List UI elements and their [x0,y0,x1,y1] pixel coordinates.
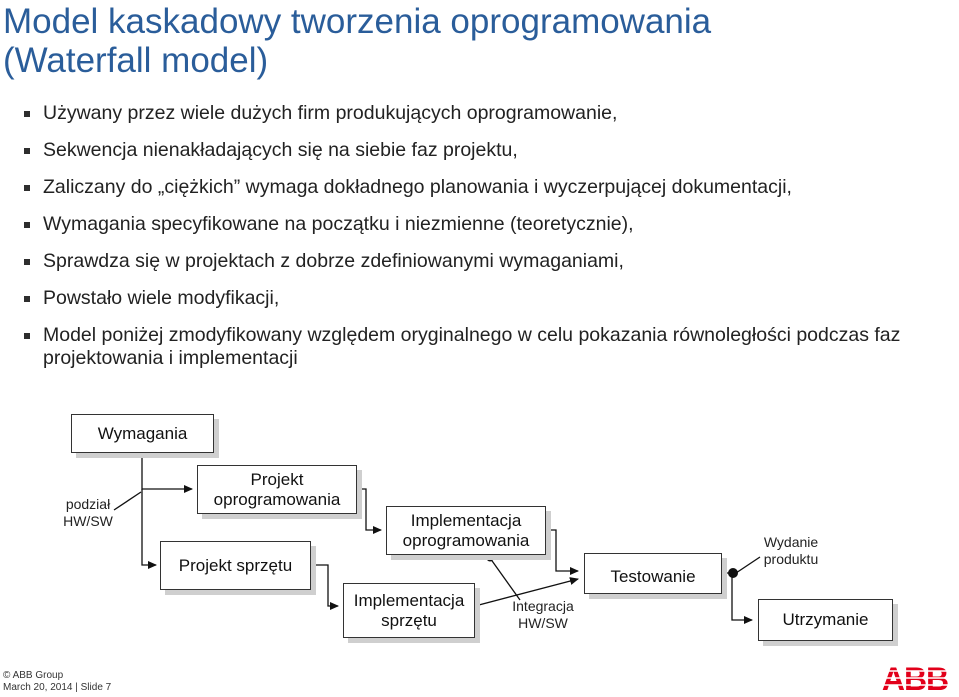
box-testowanie: Testowanie [584,553,722,594]
bullet-item: Używany przez wiele dużych firm produkujących oprogramowanie, [22,102,942,125]
arrow-impl-sw-testowanie [546,530,578,571]
abb-logo [881,663,949,693]
box-projekt-sprzetu: Projekt sprzętu [160,541,311,590]
box-wymagania: Wymagania [71,414,214,453]
bullet-item: Wymagania specyfikowane na początku i niezmienne (teoretycznie), [22,213,942,236]
footer-company: © ABB Group [3,670,64,681]
svg-text:ABB: ABB [881,663,949,693]
label-podzial-hw-sw: podział HW/SW [63,496,113,529]
title-line-1: Model kaskadowy tworzenia oprogramowania [3,2,712,41]
integracja-point [487,555,494,562]
box-implementacja-sprzetu: Implementacja sprzętu [343,583,475,638]
bullet-item: Zaliczany do „ciężkich” wymaga dokładnego planowania i wyczerpującej dokumentacji, [22,176,942,199]
bullet-item: Sprawdza się w projektach z dobrze zdefiniowanymi wymaganiami, [22,250,942,273]
footer-date-slide: March 20, 2014 | Slide 7 [3,682,112,693]
wydanie-point [728,568,738,578]
arrow-projekt-hw-impl-hw [311,565,338,606]
label-integracja-hw-sw: Integracja HW/SW [512,598,574,631]
box-utrzymanie: Utrzymanie [758,599,893,641]
bullet-item: Powstało wiele modyfikacji, [22,287,942,310]
box-projekt-oprogramowania: Projekt oprogramowania [197,465,357,514]
arrow-testowanie-utrzymanie [722,573,752,620]
arrow-wymagania-projekt-sw [142,453,192,489]
arrow-wymagania-projekt-hw [142,489,156,565]
arrow-projekt-sw-impl-sw [357,489,381,530]
footer [3,670,111,694]
bullet-item: Model poniżej zmodyfikowany względem oryginalnego w celu pokazania równoległości podczas faz projektowania i implementacji [22,324,942,370]
connector-integracja [490,558,520,600]
title-line-2: (Waterfall model) [3,41,269,80]
bullet-item: Sekwencja nienakładających się na siebie faz projektu, [22,139,942,162]
label-wydanie-produktu: Wydanie produktu [763,534,819,567]
box-implementacja-oprogramowania: Implementacja oprogramowania [386,506,546,555]
